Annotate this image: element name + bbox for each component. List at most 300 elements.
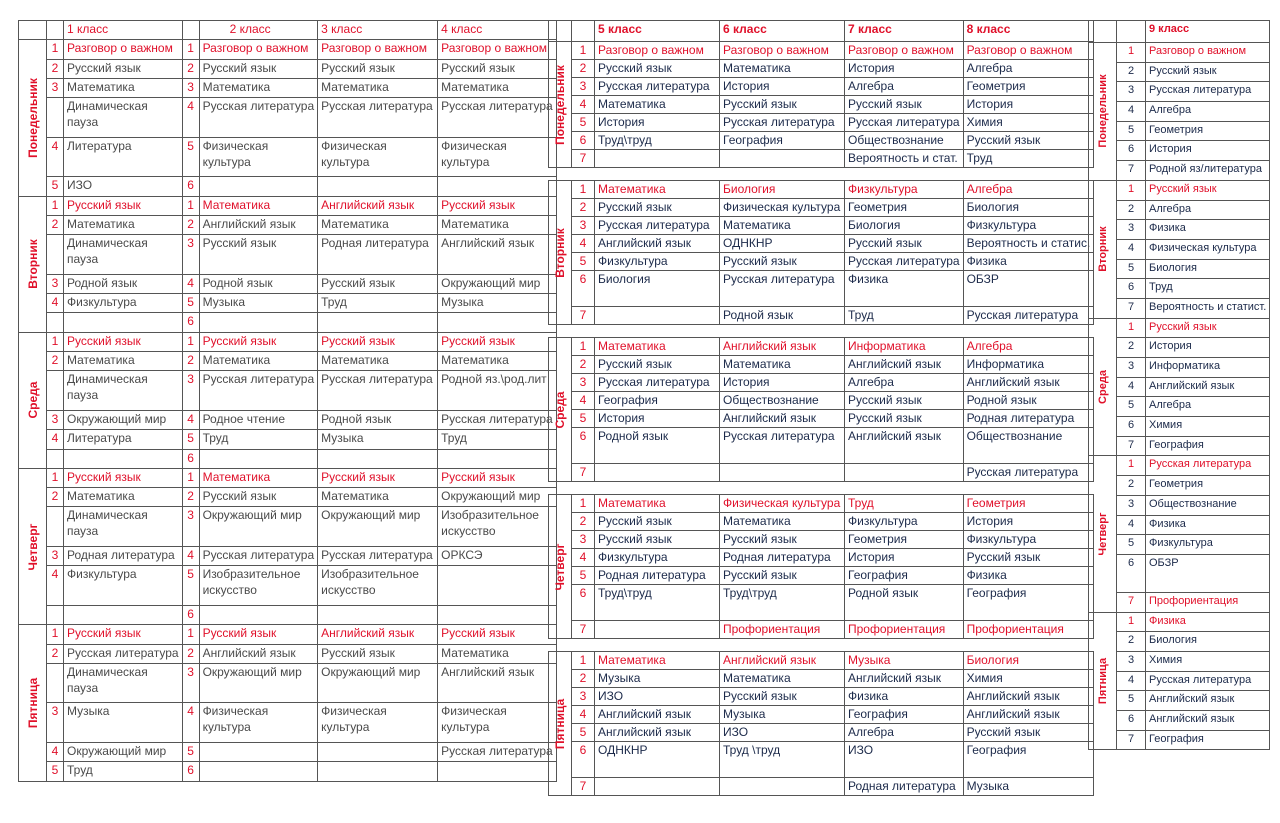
- lesson-number: 1: [47, 468, 64, 487]
- subject-cell: Динамическая пауза: [64, 98, 183, 138]
- lesson-number: 6: [1117, 417, 1146, 437]
- table-row: [549, 549, 1094, 567]
- separator-cell: [549, 325, 1094, 338]
- subject-cell: География: [720, 132, 845, 150]
- day-label: [1089, 180, 1117, 318]
- subject-cell: Английский язык: [1146, 377, 1270, 397]
- subject-cell: Русский язык: [720, 567, 845, 585]
- subject-cell: Биология: [845, 217, 964, 235]
- subject-cell: Вероятность и статист.: [1146, 298, 1270, 318]
- subject-cell: [318, 605, 438, 624]
- separator-cell: [549, 639, 1094, 652]
- subject-cell: ИЗО: [845, 742, 964, 778]
- subject-cell: Физкультура: [963, 217, 1094, 235]
- subject-cell: Окружающий мир: [318, 663, 438, 703]
- subject-cell: Русский язык: [64, 468, 183, 487]
- subject-cell: Окружающий мир: [199, 507, 318, 547]
- subject-cell: Русский язык: [318, 332, 438, 351]
- subject-cell: Русский язык: [595, 60, 720, 78]
- subject-cell: Разговор о важном: [318, 40, 438, 59]
- table-row: [549, 531, 1094, 549]
- subject-cell: Алгебра: [963, 181, 1094, 199]
- lesson-number: 4: [572, 392, 595, 410]
- day-name: Пятница: [25, 677, 40, 729]
- lesson-number: 4: [47, 742, 64, 761]
- lesson-number: 2: [572, 670, 595, 688]
- lesson-number: 6: [572, 428, 595, 464]
- table-row: [549, 150, 1094, 168]
- lesson-number: 3: [572, 78, 595, 96]
- subject-cell: [199, 313, 318, 332]
- subject-cell: [438, 605, 557, 624]
- subject-cell: Английский язык: [845, 428, 964, 464]
- lesson-number: 2: [182, 644, 199, 663]
- subject-cell: Родная литература: [595, 567, 720, 585]
- subject-cell: Физика: [1146, 220, 1270, 240]
- subject-cell: Математика: [199, 468, 318, 487]
- lesson-number: 2: [182, 488, 199, 507]
- subject-cell: Родной язык: [64, 274, 183, 293]
- subject-cell: Физическая культура: [438, 137, 557, 177]
- lesson-number: 6: [1117, 141, 1146, 161]
- table-row: [549, 585, 1094, 621]
- header-blank: [182, 21, 199, 40]
- table-row: [549, 410, 1094, 428]
- subject-cell: Вероятность и статис.: [963, 235, 1094, 253]
- table-row: [1089, 612, 1270, 632]
- subject-cell: Алгебра: [963, 338, 1094, 356]
- subject-cell: Литература: [64, 137, 183, 177]
- subject-cell: Математика: [199, 352, 318, 371]
- subject-cell: Английский язык: [595, 235, 720, 253]
- table-row: [19, 196, 557, 215]
- subject-cell: История: [720, 374, 845, 392]
- subject-cell: История: [720, 78, 845, 96]
- table-row: [549, 464, 1094, 482]
- table-row: [19, 410, 557, 429]
- lesson-number: 3: [47, 410, 64, 429]
- subject-cell: Математика: [595, 338, 720, 356]
- subject-cell: Русский язык: [595, 356, 720, 374]
- subject-cell: Труд: [845, 307, 964, 325]
- table-row: [549, 271, 1094, 307]
- table-row: [549, 199, 1094, 217]
- subject-cell: [199, 762, 318, 781]
- subject-cell: Труд\труд: [595, 132, 720, 150]
- subject-cell: [64, 605, 183, 624]
- subject-cell: Русская литература: [595, 78, 720, 96]
- lesson-number: 6: [572, 132, 595, 150]
- subject-cell: [720, 464, 845, 482]
- header-blank: [19, 21, 47, 40]
- subject-cell: Труд\труд: [595, 585, 720, 621]
- class-header: 2 класс: [199, 21, 318, 40]
- day-name: Среда: [553, 391, 567, 428]
- lesson-number: 3: [182, 371, 199, 411]
- lesson-number: 2: [47, 644, 64, 663]
- senior-schedule-panel: [1088, 20, 1270, 750]
- subject-cell: Русский язык: [595, 513, 720, 531]
- subject-cell: Алгебра: [845, 374, 964, 392]
- day-label: [549, 652, 572, 796]
- subject-cell: [595, 778, 720, 796]
- subject-cell: [720, 150, 845, 168]
- lesson-number: 2: [572, 513, 595, 531]
- subject-cell: Русская литература: [318, 371, 438, 411]
- lesson-number: 4: [182, 274, 199, 293]
- subject-cell: Геометрия: [963, 495, 1094, 513]
- subject-cell: Физика: [845, 271, 964, 307]
- subject-cell: Английский язык: [1146, 711, 1270, 731]
- subject-cell: [64, 449, 183, 468]
- subject-cell: [199, 742, 318, 761]
- lesson-number: 3: [47, 78, 64, 97]
- lesson-number: 2: [572, 60, 595, 78]
- subject-cell: Музыка: [845, 652, 964, 670]
- subject-cell: ОРКСЭ: [438, 547, 557, 566]
- day-label: [549, 495, 572, 639]
- subject-cell: Алгебра: [1146, 200, 1270, 220]
- subject-cell: География: [1146, 730, 1270, 750]
- subject-cell: География: [845, 567, 964, 585]
- lesson-number: 4: [1117, 515, 1146, 535]
- lesson-number: 5: [182, 742, 199, 761]
- table-row: [19, 235, 557, 275]
- subject-cell: Физика: [1146, 612, 1270, 632]
- subject-cell: ОБЗР: [963, 271, 1094, 307]
- subject-cell: Русский язык: [318, 644, 438, 663]
- table-row: [549, 42, 1094, 60]
- subject-cell: Динамическая пауза: [64, 663, 183, 703]
- subject-cell: Русская литература: [199, 98, 318, 138]
- subject-cell: Труд: [199, 430, 318, 449]
- subject-cell: Русская литература: [845, 253, 964, 271]
- subject-cell: [595, 307, 720, 325]
- subject-cell: История: [963, 96, 1094, 114]
- subject-cell: Русский язык: [720, 531, 845, 549]
- table-row: [549, 778, 1094, 796]
- table-row: [549, 567, 1094, 585]
- subject-cell: Русская литература: [1146, 456, 1270, 476]
- lesson-number: 7: [572, 150, 595, 168]
- table-row: [19, 468, 557, 487]
- lesson-number: 4: [47, 294, 64, 313]
- subject-cell: Математика: [318, 215, 438, 234]
- table-row: [549, 60, 1094, 78]
- header-row: [1089, 21, 1270, 43]
- day-name: Понедельник: [25, 78, 40, 158]
- class-header: 7 класс: [845, 21, 964, 42]
- subject-cell: Физика: [1146, 515, 1270, 535]
- lesson-number: 7: [1117, 592, 1146, 612]
- subject-cell: Математика: [438, 644, 557, 663]
- lesson-number: 1: [1117, 318, 1146, 338]
- lesson-number: 2: [1117, 476, 1146, 496]
- lesson-number: [47, 663, 64, 703]
- lesson-number: 2: [182, 352, 199, 371]
- subject-cell: Математика: [720, 60, 845, 78]
- lesson-number: 7: [572, 464, 595, 482]
- subject-cell: [595, 150, 720, 168]
- class-header: 6 класс: [720, 21, 845, 42]
- subject-cell: Физика: [963, 567, 1094, 585]
- subject-cell: Физическая культура: [720, 495, 845, 513]
- subject-cell: Физическая культура: [318, 137, 438, 177]
- subject-cell: [318, 742, 438, 761]
- subject-cell: Русский язык: [963, 549, 1094, 567]
- subject-cell: Алгебра: [845, 724, 964, 742]
- lesson-number: 1: [572, 338, 595, 356]
- subject-cell: Музыка: [720, 706, 845, 724]
- subject-cell: Русский язык: [199, 332, 318, 351]
- table-row: [549, 706, 1094, 724]
- subject-cell: [438, 449, 557, 468]
- subject-cell: Труд: [64, 762, 183, 781]
- lesson-number: 6: [182, 449, 199, 468]
- subject-cell: Окружающий мир: [199, 663, 318, 703]
- lesson-number: 6: [182, 313, 199, 332]
- day-name: Пятница: [1096, 657, 1109, 705]
- subject-cell: Родная литература: [963, 410, 1094, 428]
- table-row: [19, 703, 557, 743]
- lesson-number: 2: [572, 199, 595, 217]
- day-separator: [549, 639, 1094, 652]
- subject-cell: Профориентация: [720, 621, 845, 639]
- table-row: [19, 40, 557, 59]
- day-name: Понедельник: [1096, 74, 1109, 148]
- subject-cell: [199, 605, 318, 624]
- table-row: [19, 663, 557, 703]
- subject-cell: Геометрия: [845, 199, 964, 217]
- class-header: 5 класс: [595, 21, 720, 42]
- subject-cell: Математика: [595, 652, 720, 670]
- subject-cell: Английский язык: [595, 706, 720, 724]
- subject-cell: Русский язык: [1146, 318, 1270, 338]
- subject-cell: Русский язык: [595, 531, 720, 549]
- subject-cell: География: [1146, 436, 1270, 456]
- subject-cell: Русский язык: [318, 468, 438, 487]
- table-row: [19, 742, 557, 761]
- subject-cell: История: [845, 549, 964, 567]
- subject-cell: История: [963, 513, 1094, 531]
- middle-schedule-table: [548, 20, 1094, 796]
- day-label: [19, 468, 47, 624]
- subject-cell: Русский язык: [845, 235, 964, 253]
- lesson-number: 2: [47, 352, 64, 371]
- lesson-number: 4: [572, 706, 595, 724]
- lesson-number: 1: [1117, 612, 1146, 632]
- subject-cell: Русская литература: [595, 374, 720, 392]
- lesson-number: 3: [572, 531, 595, 549]
- subject-cell: Обществознание: [845, 132, 964, 150]
- day-separator: [549, 168, 1094, 181]
- subject-cell: Русский язык: [1146, 180, 1270, 200]
- lesson-number: 2: [47, 215, 64, 234]
- lesson-number: 7: [572, 307, 595, 325]
- table-row: [549, 724, 1094, 742]
- subject-cell: [438, 313, 557, 332]
- subject-cell: Обществознание: [720, 392, 845, 410]
- subject-cell: Русская литература: [720, 428, 845, 464]
- day-name: Среда: [25, 381, 40, 419]
- table-row: [549, 114, 1094, 132]
- subject-cell: Родной язык: [720, 307, 845, 325]
- subject-cell: Динамическая пауза: [64, 235, 183, 275]
- lesson-number: 6: [182, 177, 199, 196]
- lesson-number: 3: [182, 507, 199, 547]
- subject-cell: Разговор о важном: [64, 40, 183, 59]
- lesson-number: 5: [47, 177, 64, 196]
- subject-cell: Русская литература: [318, 98, 438, 138]
- lesson-number: 1: [572, 42, 595, 60]
- lesson-number: 4: [182, 98, 199, 138]
- subject-cell: Английский язык: [595, 724, 720, 742]
- subject-cell: Геометрия: [845, 531, 964, 549]
- lesson-number: 1: [572, 181, 595, 199]
- subject-cell: Математика: [438, 78, 557, 97]
- middle-schedule-panel: [548, 20, 1094, 796]
- lesson-number: 4: [47, 566, 64, 606]
- lesson-number: 1: [1117, 43, 1146, 63]
- subject-cell: Музыка: [64, 703, 183, 743]
- lesson-number: 1: [182, 332, 199, 351]
- subject-cell: Биология: [963, 199, 1094, 217]
- subject-cell: Обществознание: [1146, 495, 1270, 515]
- lesson-number: 7: [1117, 436, 1146, 456]
- day-name: Вторник: [1096, 226, 1109, 272]
- subject-cell: ОБЗР: [1146, 554, 1270, 592]
- lesson-number: 7: [1117, 298, 1146, 318]
- subject-cell: Физика: [845, 688, 964, 706]
- subject-cell: Родной яз.\род.лит: [438, 371, 557, 411]
- lesson-number: 4: [1117, 671, 1146, 691]
- subject-cell: Профориентация: [1146, 592, 1270, 612]
- subject-cell: Разговор о важном: [963, 42, 1094, 60]
- subject-cell: Русский язык: [199, 488, 318, 507]
- subject-cell: Русский язык: [64, 332, 183, 351]
- subject-cell: Русский язык: [199, 59, 318, 78]
- subject-cell: Музыка: [595, 670, 720, 688]
- subject-cell: Математика: [720, 513, 845, 531]
- table-row: [549, 78, 1094, 96]
- lesson-number: 1: [572, 495, 595, 513]
- subject-cell: Английский язык: [845, 356, 964, 374]
- class-header: 9 класс: [1146, 21, 1270, 43]
- lesson-number: 1: [47, 196, 64, 215]
- subject-cell: [438, 177, 557, 196]
- table-row: [549, 374, 1094, 392]
- header-row: [19, 21, 557, 40]
- class-header: 3 класс: [318, 21, 438, 40]
- table-row: [19, 98, 557, 138]
- subject-cell: Русский язык: [963, 132, 1094, 150]
- lesson-number: 5: [1117, 535, 1146, 555]
- lesson-number: 1: [47, 625, 64, 644]
- subject-cell: Информатика: [1146, 358, 1270, 378]
- subject-cell: Изобразительное искусство: [438, 507, 557, 547]
- table-row: [549, 307, 1094, 325]
- lesson-number: 1: [47, 40, 64, 59]
- day-label: [549, 338, 572, 482]
- lesson-number: 5: [182, 430, 199, 449]
- lesson-number: 4: [572, 549, 595, 567]
- subject-cell: Разговор о важном: [199, 40, 318, 59]
- subject-cell: Музыка: [199, 294, 318, 313]
- table-row: [549, 132, 1094, 150]
- subject-cell: Родной язык: [199, 274, 318, 293]
- table-row: [19, 352, 557, 371]
- day-name: Четверг: [1096, 512, 1109, 556]
- lesson-number: [47, 449, 64, 468]
- subject-cell: Музыка: [438, 294, 557, 313]
- lesson-number: 7: [572, 778, 595, 796]
- subject-cell: Информатика: [845, 338, 964, 356]
- subject-cell: Профориентация: [963, 621, 1094, 639]
- subject-cell: Математика: [438, 352, 557, 371]
- subject-cell: ИЗО: [720, 724, 845, 742]
- subject-cell: Родная литература: [64, 547, 183, 566]
- lesson-number: 4: [182, 547, 199, 566]
- lesson-number: 6: [1117, 554, 1146, 592]
- subject-cell: Химия: [963, 670, 1094, 688]
- header-row: [549, 21, 1094, 42]
- subject-cell: Биология: [1146, 632, 1270, 652]
- lesson-number: 5: [1117, 121, 1146, 141]
- subject-cell: Русский язык: [64, 59, 183, 78]
- subject-cell: Русский язык: [438, 468, 557, 487]
- subject-cell: Физическая культура: [1146, 239, 1270, 259]
- subject-cell: Русский язык: [720, 253, 845, 271]
- subject-cell: Труд: [845, 495, 964, 513]
- table-row: [549, 338, 1094, 356]
- subject-cell: Физика: [963, 253, 1094, 271]
- table-row: [19, 332, 557, 351]
- lesson-number: 3: [1117, 82, 1146, 102]
- subject-cell: Динамическая пауза: [64, 507, 183, 547]
- day-label: [1089, 318, 1117, 456]
- lesson-number: 1: [182, 196, 199, 215]
- subject-cell: Математика: [318, 352, 438, 371]
- subject-cell: Родной язык: [318, 410, 438, 429]
- subject-cell: Русский язык: [199, 625, 318, 644]
- table-row: [19, 547, 557, 566]
- lesson-number: [47, 507, 64, 547]
- lesson-number: 1: [182, 625, 199, 644]
- lesson-number: 6: [1117, 279, 1146, 299]
- subject-cell: Изобразительное искусство: [199, 566, 318, 606]
- subject-cell: Русский язык: [720, 96, 845, 114]
- lesson-number: 5: [572, 410, 595, 428]
- subject-cell: Русская литература: [438, 742, 557, 761]
- subject-cell: Литература: [64, 430, 183, 449]
- subject-cell: Родная литература: [845, 778, 964, 796]
- day-label: [19, 40, 47, 196]
- header-blank: [1117, 21, 1146, 43]
- subject-cell: Русский язык: [720, 688, 845, 706]
- lesson-number: 5: [182, 566, 199, 606]
- subject-cell: География: [845, 706, 964, 724]
- lesson-number: 6: [572, 742, 595, 778]
- table-row: [549, 688, 1094, 706]
- subject-cell: Английский язык: [318, 625, 438, 644]
- subject-cell: Русская литература: [1146, 671, 1270, 691]
- subject-cell: Окружающий мир: [64, 410, 183, 429]
- subject-cell: Английский язык: [318, 196, 438, 215]
- lesson-number: 3: [572, 688, 595, 706]
- lesson-number: 2: [47, 59, 64, 78]
- subject-cell: [720, 778, 845, 796]
- header-blank: [1089, 21, 1117, 43]
